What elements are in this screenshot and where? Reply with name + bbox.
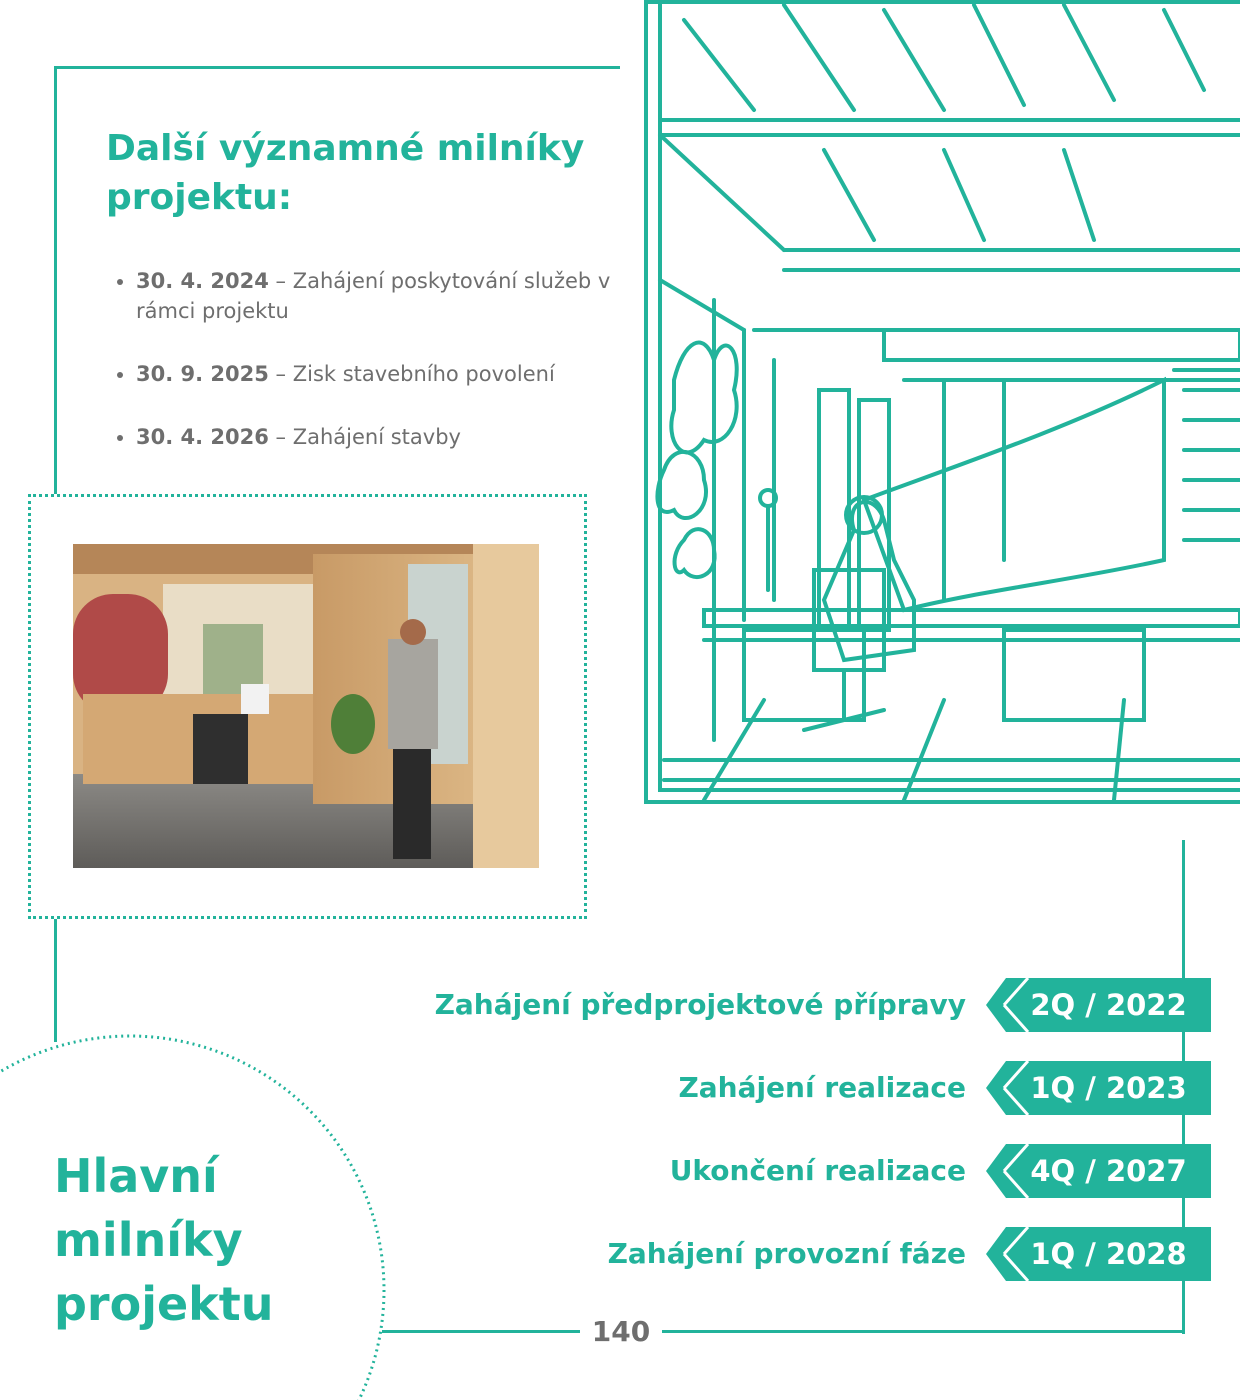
milestone-label-4: Zahájení provozní fáze — [607, 1237, 966, 1270]
milestone-period-4: 1Q / 2028 — [1030, 1237, 1187, 1271]
milestone-tag-4 — [986, 1227, 1211, 1281]
list-item — [136, 359, 656, 389]
milestone-text: – Zisk stavebního povolení — [268, 362, 555, 386]
office-photo — [73, 544, 539, 868]
milestone-text: – Zahájení poskytování služeb v rámci projektu — [136, 269, 611, 323]
milestone-label-1: Zahájení předprojektové přípravy — [434, 988, 966, 1021]
page-number: 140 — [580, 1312, 662, 1352]
milestone-tag-2 — [986, 1061, 1211, 1115]
list-item — [136, 422, 656, 452]
main-milestones-title: Hlavní milníky projektu — [54, 1149, 274, 1331]
milestone-date: 30. 4. 2024 — [136, 269, 269, 293]
secondary-milestones-list — [106, 266, 656, 485]
milestone-period-2: 1Q / 2023 — [1030, 1071, 1187, 1105]
secondary-milestones-title: Další významné milníky projektu: — [106, 128, 585, 218]
milestone-label-2: Zahájení realizace — [678, 1071, 966, 1104]
milestone-label-3: Ukončení realizace — [669, 1154, 966, 1187]
list-item — [136, 266, 656, 326]
milestone-text: – Zahájení stavby — [268, 425, 461, 449]
milestone-period-3: 4Q / 2027 — [1030, 1154, 1187, 1188]
milestone-tag-3 — [986, 1144, 1211, 1198]
milestone-date: 30. 4. 2026 — [136, 425, 269, 449]
milestone-period-1: 2Q / 2022 — [1030, 988, 1187, 1022]
office-sketch-illustration — [644, 0, 1240, 806]
milestone-tag-1 — [986, 978, 1211, 1032]
milestone-date: 30. 9. 2025 — [136, 362, 269, 386]
